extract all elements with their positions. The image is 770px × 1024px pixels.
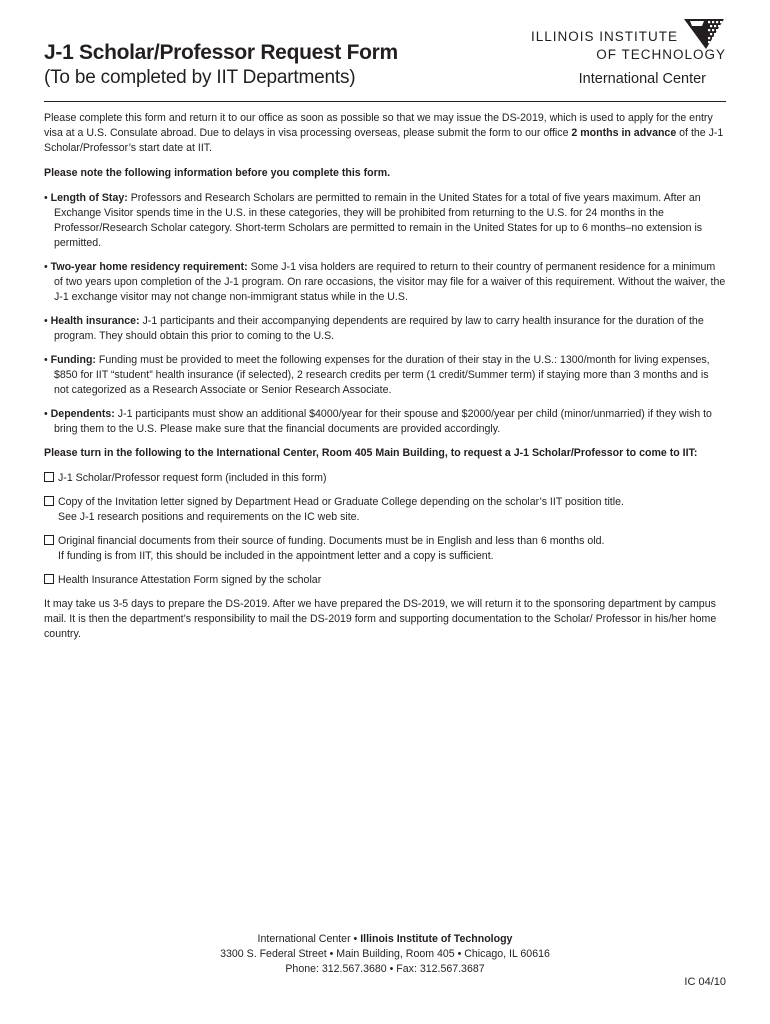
checkbox[interactable]	[44, 574, 54, 584]
checklist-text: Copy of the Invitation letter signed by Department Head or Graduate College depending on the scholar’s IIT position title.	[58, 496, 624, 508]
footer-institute: Illinois Institute of Technology	[360, 933, 513, 945]
checklist-text: J-1 Scholar/Professor request form (included in this form)	[58, 472, 327, 484]
bullet-length-of-stay: • Length of Stay: Professors and Research Scholars are permitted to remain in the United States for a total of five years maximum. After an Exchange Visitor spends time in the U.S. in these categories, they will be prohibited from returning to the U.S. for 24 months in the Professor/Research Scholar category. Short-term Scholars are permitted to remain in the United States for up to 6 months–no extension is permitted.	[44, 192, 703, 249]
intro-text-2: of the J-1 Scholar/Professor’s start date at IIT.	[44, 127, 724, 154]
iit-logo-mark-icon	[682, 17, 726, 51]
logo-line-1: ILLINOIS INSTITUTE	[530, 29, 678, 44]
checkbox[interactable]	[44, 535, 54, 545]
bullet-label: Length of Stay:	[50, 192, 128, 204]
footer-org: International Center •	[257, 933, 361, 945]
bullet-funding: • Funding: Funding must be provided to meet the following expenses for the duration of their stay in the U.S.: 1300/month for living expenses, $850 for IIT “student” health insurance (if selected), 2 research credits per term (1 credit/Summer term) if staying more than 3 months and is not categorized as a Research Associate or Senior Research Associate.	[44, 354, 710, 396]
footer-phone-fax: Phone: 312.567.3680 • Fax: 312.567.3687	[285, 963, 485, 975]
intro-text-bold: 2 months in advance	[571, 127, 677, 139]
bullet-label: Two-year home residency requirement:	[50, 261, 248, 273]
checklist-subtext: See J-1 research positions and requirements on the IC web site.	[58, 511, 360, 523]
checklist-text: Original financial documents from their source of funding. Documents must be in English and less than 6 months old.	[58, 535, 605, 547]
logo-line-3: International Center	[578, 71, 706, 87]
bullet-text: J-1 participants and their accompanying dependents are required by law to carry health insurance for the duration of the program. They should obtain this prior to coming to the U.S.	[54, 315, 704, 342]
logo-line-2: OF TECHNOLOGY	[596, 47, 726, 62]
checkbox[interactable]	[44, 472, 54, 482]
bullet-label: Funding:	[50, 354, 96, 366]
intro-text-1: Please complete this form and return it to our office as soon as possible so that we may issue the DS-2019, which is used to apply for the entry visa at a U.S. Consulate abroad. Due to delays in visa processing overseas, please submit the form to our office	[44, 112, 713, 139]
closing-paragraph: It may take us 3-5 days to prepare the DS-2019. After we have prepared the DS-2019, we will return it to the sponsoring department by campus mail. It is then the department’s responsibility to mail the DS-2019 form and supporting documentation to the Scholar/ Professor in his/her home country.	[44, 598, 717, 640]
header-divider	[44, 101, 726, 102]
checklist-item-health-insurance-form	[44, 573, 726, 588]
form-title: J-1 Scholar/Professor Request Form	[44, 41, 398, 64]
bullet-text: Professors and Research Scholars are permitted to remain in the United States for a total of five years maximum. After an Exchange Visitor spends time in the U.S. in these categories, they will be prohibited from returning to the U.S. for 24 months in the Professor/Research Scholar category. Short-term Scholars are permitted to remain in the United States for up to 6 months–no extension is permitted.	[54, 192, 703, 249]
checklist-item-invitation-letter	[44, 495, 726, 525]
bullet-dependents: • Dependents: J-1 participants must show an additional $4000/year for their spouse and $2000/year per child (minor/unmarried) if they wish to bring them to the U.S. Please make sure that the financial documents are provided accordingly.	[44, 408, 712, 435]
note-heading: Please note the following information before you complete this form.	[44, 167, 391, 179]
form-body	[44, 111, 726, 642]
checkbox[interactable]	[44, 496, 54, 506]
checklist-text: Health Insurance Attestation Form signed by the scholar	[58, 574, 322, 586]
footer-line-1	[0, 932, 770, 947]
bullet-text: Some J-1 visa holders are required to return to their country of permanent residence for a minimum of two years upon completion of the J-1 program. On rare occasions, the visitor may file for a waiver of this requirement. Without the waiver, the J-1 exchange visitor may not change non-immigrant status while in the U.S.	[54, 261, 726, 303]
checklist-item-request-form	[44, 471, 726, 486]
bullet-label: Health insurance:	[50, 315, 140, 327]
bullet-home-residency: • Two-year home residency requirement: Some J-1 visa holders are required to return to their country of permanent residence for a minimum of two years upon completion of the J-1 program. On rare occasions, the visitor may file for a waiver of this requirement. Without the waiver, the J-1 exchange visitor may not change non-immigrant status while in the U.S.	[44, 261, 726, 303]
form-subtitle: (To be completed by IIT Departments)	[44, 67, 356, 88]
form-code: IC 04/10	[684, 976, 726, 988]
checklist-item-financial-documents	[44, 534, 726, 564]
bullet-health-insurance: • Health insurance: J-1 participants and their accompanying dependents are required by law to carry health insurance for the duration of the program. They should obtain this prior to coming to the U.S.	[44, 315, 704, 342]
bullet-text: Funding must be provided to meet the following expenses for the duration of their stay in the U.S.: 1300/month for living expenses, $850 for IIT “student” health insurance (if selected), 2 research credits per term (1 credit/Summer term) if staying more than 3 months and is not categorized as a Research Associate or Senior Research Associate.	[54, 354, 710, 396]
footer	[0, 932, 770, 977]
bullet-label: Dependents:	[50, 408, 115, 420]
intro-paragraph	[44, 111, 726, 156]
bullet-text: J-1 participants must show an additional $4000/year for their spouse and $2000/year per child (minor/unmarried) if they wish to bring them to the U.S. Please make sure that the financial documents are provided accordingly.	[54, 408, 712, 435]
footer-address: 3300 S. Federal Street • Main Building, Room 405 • Chicago, IL 60616	[220, 948, 550, 960]
iit-logo	[516, 17, 726, 92]
checklist-subtext: If funding is from IIT, this should be included in the appointment letter and a copy is sufficient.	[58, 550, 494, 562]
turn-in-heading: Please turn in the following to the International Center, Room 405 Main Building, to request a J-1 Scholar/Professor to come to IIT:	[44, 447, 698, 459]
